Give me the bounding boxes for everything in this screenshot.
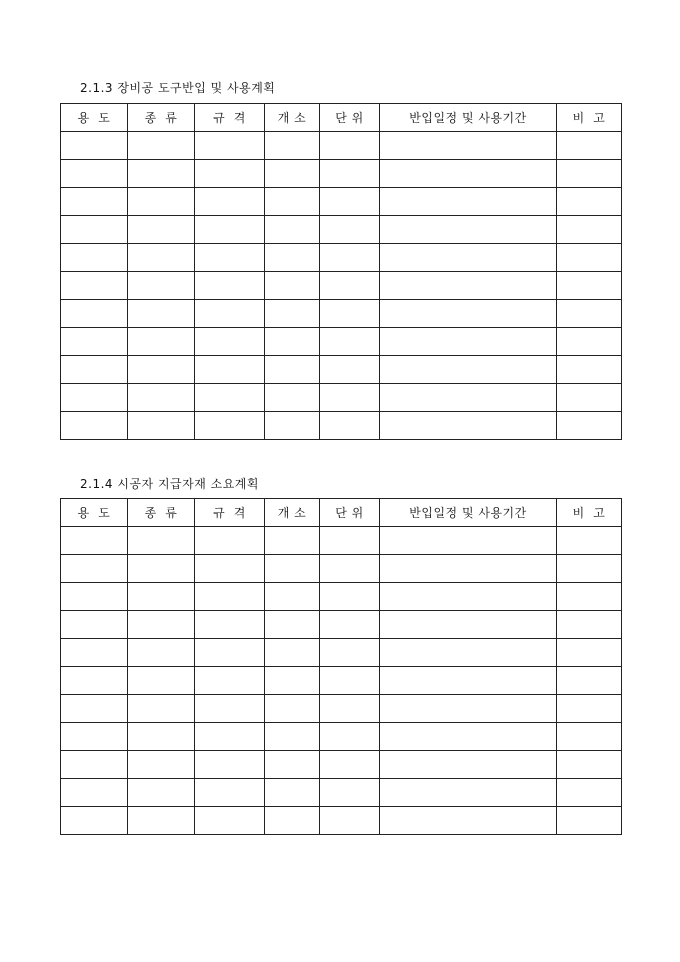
table-cell bbox=[320, 723, 380, 751]
table-cell bbox=[320, 300, 380, 328]
table-cell bbox=[320, 639, 380, 667]
table-cell bbox=[195, 723, 265, 751]
column-header: 단 위 bbox=[320, 499, 380, 527]
table-cell bbox=[265, 272, 320, 300]
table-cell bbox=[195, 807, 265, 835]
table-row bbox=[61, 779, 622, 807]
table-cell bbox=[557, 639, 622, 667]
table-cell bbox=[557, 300, 622, 328]
table-cell bbox=[380, 384, 557, 412]
table-cell bbox=[557, 555, 622, 583]
table-cell bbox=[61, 667, 128, 695]
table-cell bbox=[380, 188, 557, 216]
table-cell bbox=[380, 779, 557, 807]
table-cell bbox=[265, 300, 320, 328]
table-cell bbox=[320, 667, 380, 695]
table-cell bbox=[557, 667, 622, 695]
table-row bbox=[61, 611, 622, 639]
table-cell bbox=[61, 583, 128, 611]
table-cell bbox=[195, 695, 265, 723]
table-cell bbox=[61, 160, 128, 188]
table-body bbox=[61, 132, 622, 440]
table-cell bbox=[557, 272, 622, 300]
table-cell bbox=[380, 356, 557, 384]
section-title: 2.1.3 장비공 도구반입 및 사용계획 bbox=[80, 81, 276, 95]
table-cell bbox=[557, 723, 622, 751]
table-row bbox=[61, 807, 622, 835]
table-cell bbox=[320, 555, 380, 583]
table-cell bbox=[128, 356, 195, 384]
table-cell bbox=[265, 555, 320, 583]
table-cell bbox=[61, 527, 128, 555]
table-cell bbox=[265, 751, 320, 779]
table-cell bbox=[380, 583, 557, 611]
table-cell bbox=[128, 188, 195, 216]
table-cell bbox=[195, 300, 265, 328]
column-header: 반입일정 및 사용기간 bbox=[380, 104, 557, 132]
table-cell bbox=[320, 779, 380, 807]
column-header: 개 소 bbox=[265, 104, 320, 132]
table-row bbox=[61, 132, 622, 160]
table-cell bbox=[320, 611, 380, 639]
table-cell bbox=[128, 160, 195, 188]
table-cell bbox=[128, 779, 195, 807]
table-cell bbox=[320, 356, 380, 384]
table-row bbox=[61, 639, 622, 667]
column-header: 규 격 bbox=[195, 104, 265, 132]
table-row bbox=[61, 751, 622, 779]
table-cell bbox=[61, 611, 128, 639]
table-row bbox=[61, 412, 622, 440]
table-cell bbox=[380, 555, 557, 583]
table-cell bbox=[380, 412, 557, 440]
table-body bbox=[61, 527, 622, 835]
table-row bbox=[61, 667, 622, 695]
table-cell bbox=[320, 751, 380, 779]
table-cell bbox=[380, 527, 557, 555]
table-cell bbox=[128, 244, 195, 272]
table-cell bbox=[195, 583, 265, 611]
table-cell bbox=[265, 244, 320, 272]
table-header-row bbox=[61, 104, 622, 132]
table-cell bbox=[320, 188, 380, 216]
table-cell bbox=[195, 639, 265, 667]
material-plan-table bbox=[60, 498, 622, 835]
table-cell bbox=[265, 132, 320, 160]
table-cell bbox=[380, 611, 557, 639]
column-header: 단 위 bbox=[320, 104, 380, 132]
table-cell bbox=[265, 583, 320, 611]
table-cell bbox=[265, 639, 320, 667]
table-row bbox=[61, 300, 622, 328]
table-cell bbox=[128, 216, 195, 244]
table-cell bbox=[128, 300, 195, 328]
table-cell bbox=[265, 188, 320, 216]
table-row bbox=[61, 527, 622, 555]
table-row bbox=[61, 328, 622, 356]
column-header: 반입일정 및 사용기간 bbox=[380, 499, 557, 527]
table-cell bbox=[195, 667, 265, 695]
table-cell bbox=[557, 160, 622, 188]
column-header: 용 도 bbox=[61, 104, 128, 132]
table-cell bbox=[265, 160, 320, 188]
table-cell bbox=[557, 356, 622, 384]
table-row bbox=[61, 695, 622, 723]
table-cell bbox=[265, 667, 320, 695]
section-title: 2.1.4 시공자 지급자재 소요계획 bbox=[80, 477, 259, 491]
table-cell bbox=[380, 807, 557, 835]
table-cell bbox=[557, 244, 622, 272]
table-cell bbox=[557, 132, 622, 160]
table-cell bbox=[380, 328, 557, 356]
table-cell bbox=[557, 216, 622, 244]
table-row bbox=[61, 188, 622, 216]
table-cell bbox=[195, 779, 265, 807]
table-cell bbox=[320, 272, 380, 300]
table-cell bbox=[380, 751, 557, 779]
table-cell bbox=[61, 244, 128, 272]
table-cell bbox=[195, 244, 265, 272]
table-cell bbox=[380, 723, 557, 751]
table-row bbox=[61, 583, 622, 611]
table-row bbox=[61, 244, 622, 272]
table-cell bbox=[128, 555, 195, 583]
table-cell bbox=[265, 807, 320, 835]
table-cell bbox=[320, 216, 380, 244]
table-cell bbox=[557, 807, 622, 835]
table-cell bbox=[128, 132, 195, 160]
table-cell bbox=[61, 328, 128, 356]
table-cell bbox=[61, 695, 128, 723]
table-cell bbox=[320, 695, 380, 723]
column-header: 용 도 bbox=[61, 499, 128, 527]
table-cell bbox=[195, 611, 265, 639]
table-cell bbox=[557, 188, 622, 216]
table-cell bbox=[265, 412, 320, 440]
table-cell bbox=[265, 527, 320, 555]
table-cell bbox=[128, 639, 195, 667]
table-cell bbox=[195, 412, 265, 440]
table-cell bbox=[195, 132, 265, 160]
table-cell bbox=[320, 412, 380, 440]
table-cell bbox=[61, 216, 128, 244]
table-cell bbox=[320, 244, 380, 272]
equipment-plan-table bbox=[60, 103, 622, 440]
column-header: 비 고 bbox=[557, 499, 622, 527]
table-cell bbox=[557, 751, 622, 779]
table-cell bbox=[265, 328, 320, 356]
table-cell bbox=[61, 356, 128, 384]
column-header: 종 류 bbox=[128, 104, 195, 132]
table-cell bbox=[557, 611, 622, 639]
table-row bbox=[61, 555, 622, 583]
table-cell bbox=[61, 779, 128, 807]
column-header: 개 소 bbox=[265, 499, 320, 527]
table-cell bbox=[265, 356, 320, 384]
column-header: 비 고 bbox=[557, 104, 622, 132]
table-cell bbox=[380, 160, 557, 188]
table-cell bbox=[320, 328, 380, 356]
table-cell bbox=[61, 384, 128, 412]
table-cell bbox=[320, 807, 380, 835]
table-cell bbox=[195, 527, 265, 555]
table-cell bbox=[128, 807, 195, 835]
table-cell bbox=[265, 779, 320, 807]
table-row bbox=[61, 356, 622, 384]
table-cell bbox=[380, 216, 557, 244]
table-header-row bbox=[61, 499, 622, 527]
table-cell bbox=[61, 188, 128, 216]
table-cell bbox=[265, 695, 320, 723]
table-cell bbox=[61, 412, 128, 440]
table-cell bbox=[195, 555, 265, 583]
table-row bbox=[61, 160, 622, 188]
table-cell bbox=[557, 583, 622, 611]
table-cell bbox=[265, 611, 320, 639]
table-cell bbox=[128, 384, 195, 412]
table-cell bbox=[265, 216, 320, 244]
table-cell bbox=[195, 272, 265, 300]
table-cell bbox=[380, 639, 557, 667]
table-cell bbox=[61, 300, 128, 328]
table-cell bbox=[195, 160, 265, 188]
table-cell bbox=[557, 328, 622, 356]
table-cell bbox=[320, 160, 380, 188]
table-cell bbox=[380, 244, 557, 272]
table-cell bbox=[128, 723, 195, 751]
table-cell bbox=[195, 216, 265, 244]
table-cell bbox=[195, 188, 265, 216]
table-cell bbox=[380, 667, 557, 695]
table-row bbox=[61, 723, 622, 751]
table-cell bbox=[195, 328, 265, 356]
table-cell bbox=[128, 412, 195, 440]
table-cell bbox=[557, 695, 622, 723]
table-cell bbox=[380, 132, 557, 160]
table-cell bbox=[128, 695, 195, 723]
table-cell bbox=[557, 779, 622, 807]
table-cell bbox=[128, 328, 195, 356]
table-cell bbox=[61, 723, 128, 751]
table-cell bbox=[61, 807, 128, 835]
table-cell bbox=[320, 527, 380, 555]
table-cell bbox=[61, 555, 128, 583]
table-cell bbox=[195, 751, 265, 779]
table-cell bbox=[128, 527, 195, 555]
table-cell bbox=[380, 695, 557, 723]
table-cell bbox=[61, 132, 128, 160]
table-cell bbox=[128, 272, 195, 300]
table-cell bbox=[195, 356, 265, 384]
table-cell bbox=[320, 384, 380, 412]
table-cell bbox=[128, 583, 195, 611]
table-row bbox=[61, 384, 622, 412]
table-row bbox=[61, 272, 622, 300]
table-cell bbox=[380, 300, 557, 328]
table-cell bbox=[61, 751, 128, 779]
table-cell bbox=[128, 751, 195, 779]
table-row bbox=[61, 216, 622, 244]
table-cell bbox=[61, 639, 128, 667]
table-cell bbox=[265, 384, 320, 412]
column-header: 종 류 bbox=[128, 499, 195, 527]
table-cell bbox=[61, 272, 128, 300]
table-cell bbox=[195, 384, 265, 412]
table-cell bbox=[128, 667, 195, 695]
table-cell bbox=[557, 412, 622, 440]
table-cell bbox=[320, 132, 380, 160]
table-cell bbox=[320, 583, 380, 611]
table-cell bbox=[557, 527, 622, 555]
column-header: 규 격 bbox=[195, 499, 265, 527]
table-cell bbox=[557, 384, 622, 412]
table-cell bbox=[128, 611, 195, 639]
table-cell bbox=[265, 723, 320, 751]
table-cell bbox=[380, 272, 557, 300]
